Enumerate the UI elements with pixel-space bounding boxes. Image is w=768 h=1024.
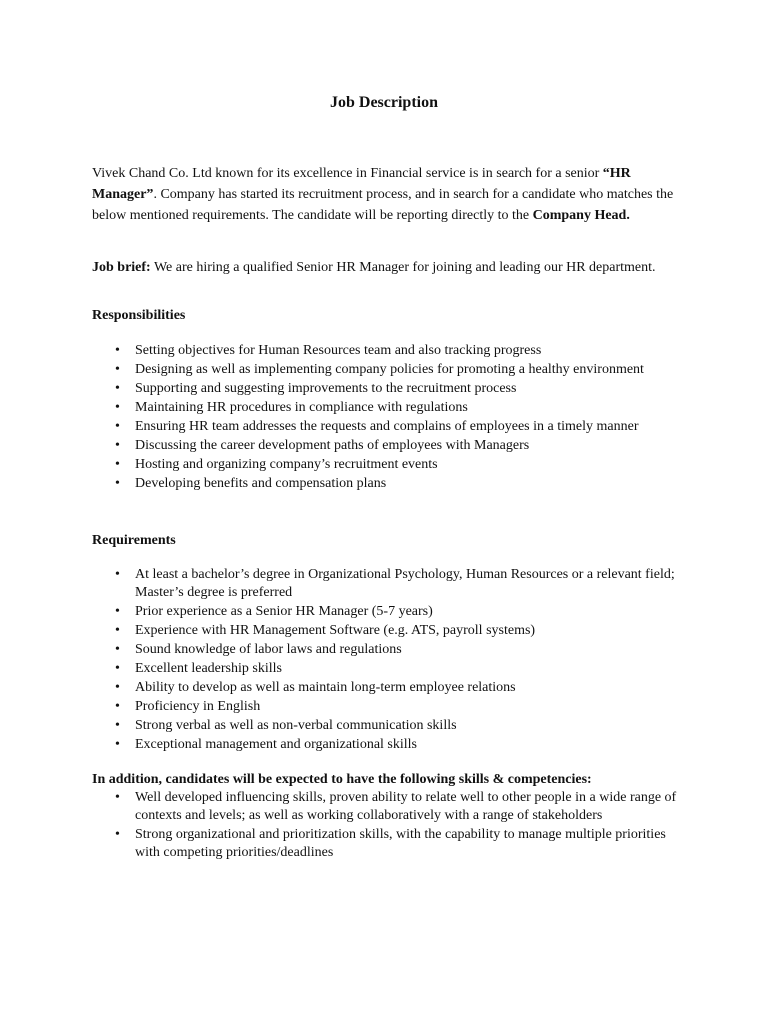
list-item: • Prior experience as a Senior HR Manager (5-7 years) — [92, 603, 692, 621]
list-item: • Excellent leadership skills — [92, 660, 692, 678]
document-title: Job Description — [330, 94, 438, 111]
responsibilities-heading: Responsibilities — [92, 308, 186, 323]
list-item: • Designing as well as implementing company policies for promoting a healthy environment — [92, 361, 692, 379]
intro-text-2: . Company has started its recruitment process, and in search for a candidate who matches the below mentioned requirements. The candidate will be reporting directly to the — [92, 187, 674, 223]
list-item: • Experience with HR Management Software (e.g. ATS, payroll systems) — [92, 622, 692, 640]
list-item: • Developing benefits and compensation plans — [92, 475, 692, 493]
list-item: • Exceptional management and organizational skills — [92, 736, 692, 754]
requirements-list — [92, 566, 692, 755]
intro-paragraph — [92, 163, 692, 226]
list-item: • Proficiency in English — [92, 698, 692, 716]
list-item: • Discussing the career development paths of employees with Managers — [92, 437, 692, 455]
job-brief-paragraph — [92, 259, 692, 277]
list-item: • Maintaining HR procedures in compliance with regulations — [92, 399, 692, 417]
list-item: • At least a bachelor’s degree in Organizational Psychology, Human Resources or a relevant field; Master’s degree is preferred — [92, 566, 692, 602]
intro-company-head: Company Head. — [532, 208, 630, 223]
job-brief-text: We are hiring a qualified Senior HR Manager for joining and leading our HR department. — [150, 260, 656, 275]
requirements-heading: Requirements — [92, 533, 176, 548]
list-item: • Supporting and suggesting improvements to the recruitment process — [92, 380, 692, 398]
intro-text-1: Vivek Chand Co. Ltd known for its excellence in Financial service is in search for a senior — [92, 166, 603, 181]
additional-skills-heading: In addition, candidates will be expected to have the following skills & competencies: — [92, 772, 592, 787]
job-brief-label: Job brief: — [92, 260, 151, 275]
list-item: • Well developed influencing skills, proven ability to relate well to other people in a wide range of contexts and levels; as well as working collaboratively with a range of stakeholders — [92, 789, 692, 825]
list-item: • Strong organizational and prioritization skills, with the capability to manage multiple priorities with competing priorities/deadlines — [92, 826, 692, 862]
list-item: • Ability to develop as well as maintain long-term employee relations — [92, 679, 692, 697]
list-item: • Hosting and organizing company’s recruitment events — [92, 456, 692, 474]
list-item: • Sound knowledge of labor laws and regulations — [92, 641, 692, 659]
additional-skills-list — [92, 789, 692, 863]
list-item: • Strong verbal as well as non-verbal communication skills — [92, 717, 692, 735]
list-item: • Ensuring HR team addresses the requests and complains of employees in a timely manner — [92, 418, 692, 436]
intro-role: “HR Manager” — [92, 166, 631, 202]
list-item: • Setting objectives for Human Resources team and also tracking progress — [92, 342, 692, 360]
responsibilities-list — [92, 342, 692, 494]
